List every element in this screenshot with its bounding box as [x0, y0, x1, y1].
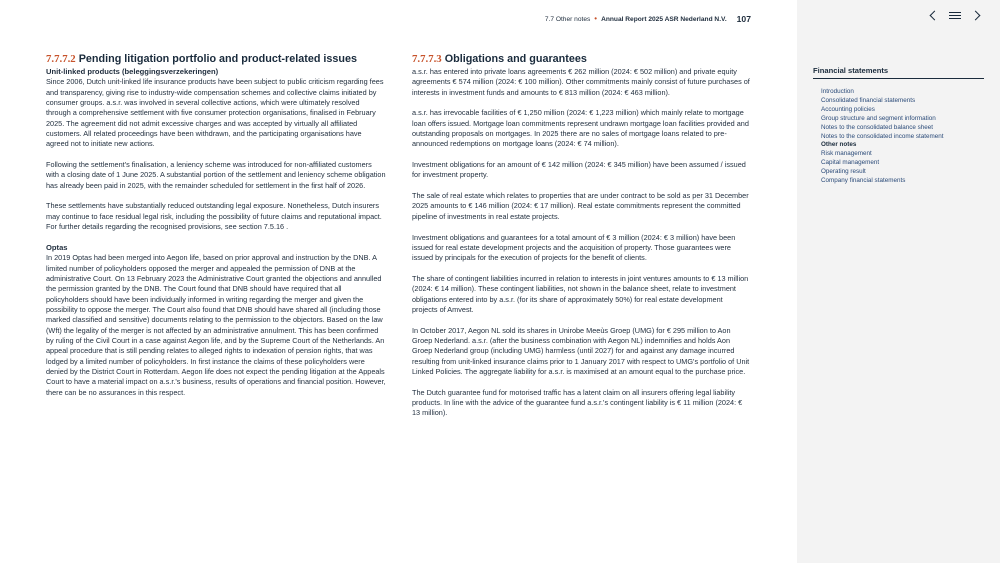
sidebar-item-operating-result[interactable]: Operating result — [821, 168, 866, 176]
sidebar-item-capital-management[interactable]: Capital management — [821, 159, 880, 167]
section-number: 7.7.7.3 — [412, 53, 442, 65]
left-column — [46, 53, 386, 398]
page-navigation — [925, 8, 985, 24]
paragraph: a.s.r. has irrevocable facilities of € 1,250 million (2024: € 1,223 million) which mainly relate to mortgage loan offers issued. Mortgage loan commitments represent undrawn mortgage loan facilities provided and outstanding proposals on mortgages. In 2025 there are no sales of mortgage loans related to pre-announced redemptions on mortgage loans (2024: € 74 million). — [412, 108, 749, 149]
paragraph: Since 2006, Dutch unit-linked life insurance products have been subject to public criticism regarding fees and transparency, giving rise to industry-wide compensation schemes and collective claims initiated by consumer groups. a.s.r. was involved in several collective actions, which were ultimately resolved through a comprehensive settlement with five consumer protection organisations, finalised in February 2025. The agreement did not admit excessive charges and was accepted by virtually all affiliated customers. All related proceedings have been withdrawn, and the participating organisations have agreed not to initiate new actions. — [46, 77, 384, 149]
section-title: Obligations and guarantees — [444, 53, 587, 65]
section-heading-obligations — [412, 53, 750, 66]
header-report-title: Annual Report 2025 ASR Nederland N.V. — [601, 15, 727, 23]
previous-page-icon[interactable] — [925, 8, 941, 24]
menu-icon[interactable] — [949, 11, 961, 20]
next-page-icon[interactable] — [969, 8, 985, 24]
sidebar-item-group-structure-and-segment-information[interactable]: Group structure and segment information — [821, 114, 936, 122]
sidebar-item-notes-to-the-consolidated-balance-sheet[interactable]: Notes to the consolidated balance sheet — [821, 123, 934, 131]
paragraph: Investment obligations for an amount of € 142 million (2024: € 345 million) have been assumed / issued for investment property. — [412, 160, 746, 180]
section-title: Pending litigation portfolio and product-related issues — [78, 53, 358, 65]
paragraph: In 2019 Optas had been merged into Aegon life, based on prior approval and instruction by the DNB. A limited number of policyholders opposed the merger and appealed the permission of DNB at the administrative Court. On 13 February 2023 the Administrative Court granted the objections and annulled the permission granted by the DNB. The Court found that DNB should have required that all policyholders should have been individually informed in writing regarding the merger and given the possibility to oppose the merger. The Court also found that DNB should have shared all (including those marked classified and sensitive) documents relating to the permission to the objectors. Based on the law (Wft) the legality of the merger is not affected by an administrative annulment. This has been confirmed by ruling of the Civil Court in a case against Aegon life, and by the Supreme Court of the Netherlands. An appeal procedure that is still pending relates to alleged rights to indexation of pension rights, that was lodged by a limited number of policyholders. In first instance the claims of these policyholders were denied by the District Court in Rotterdam. Aegon life does not expect the pending litigation at the Appeals Court to have a material impact on a.s.r.'s business, results of operations and financial position. However, there can be no assurances in this respect. — [46, 253, 386, 397]
sidebar-item-other-notes[interactable]: Other notes — [821, 141, 857, 149]
sidebar-item-notes-to-the-consolidated-income-statement[interactable]: Notes to the consolidated income statement — [821, 132, 944, 140]
header-section: 7.7 Other notes — [544, 15, 591, 23]
page-header — [545, 13, 751, 25]
sidebar-item-consolidated-financial-statements[interactable]: Consolidated financial statements — [821, 96, 916, 104]
paragraph: Following the settlement's finalisation, a leniency scheme was introduced for non-affiliated customers with a closing date of 1 June 2025. A substantial portion of the settlement and leniency scheme obligation has already been paid in 2025, with the remainder scheduled for settlement in the first half of 2026. — [46, 160, 386, 190]
sidebar-title: Financial statements — [813, 66, 984, 79]
navigation-sidebar — [797, 0, 1000, 563]
sidebar-list — [821, 88, 996, 186]
section-number: 7.7.7.2 — [46, 53, 76, 65]
sidebar-item-company-financial-statements[interactable]: Company financial statements — [821, 177, 906, 185]
paragraph: a.s.r. has entered into private loans agreements € 262 million (2024: € 502 million) and private equity agreements € 574 million (2024: € 100 million). Other commitments mainly consist of future purchases of interests in investment funds and amounts to € 813 million (2024: € 463 million). — [412, 67, 750, 97]
paragraph: These settlements have substantially reduced outstanding legal exposure. Nonetheless, Dutch insurers may continue to face residual legal risk, including the possibility of future claims and reputational impact. For further details regarding the recognised provisions, see section 7.5.16 . — [46, 201, 382, 232]
sidebar-item-accounting-policies[interactable]: Accounting policies — [821, 105, 875, 113]
header-separator-dot: • — [594, 14, 598, 23]
paragraph: Investment obligations and guarantees for a total amount of € 3 million (2024: € 3 million) have been issued for real estate development projects and the acquisition of property. Those guarantees were issued by principals for the execution of projects for the benefit of clients. — [412, 232, 736, 263]
paragraph: The sale of real estate which relates to properties that are under contract to be sold as per 31 December 2025 amounts to € 146 million (2024: € 17 million). Real estate commitments represent the committed pipeline of investments in real estate projects. — [412, 191, 749, 221]
sidebar-item-introduction[interactable]: Introduction — [821, 88, 854, 95]
paragraph: The share of contingent liabilities incurred in relation to interests in joint ventures amounts to € 13 million (2024: € 14 million). These contingent liabilities, not shown in the balance sheet, relate to investment obligations entered into by a.s.r. (for its share of approximately 50%) for real estate development projects of Amvest. — [412, 273, 749, 314]
subheading-unit-linked: Unit-linked products (beleggingsverzekeringen) — [46, 67, 219, 76]
subheading-optas: Optas — [46, 242, 68, 252]
section-heading-litigation — [46, 53, 386, 66]
paragraph: In October 2017, Aegon NL sold its shares in Unirobe Meeùs Groep (UMG) for € 295 million to Aon Groep Nederland. a.s.r. (after the business combination with Aegon NL) indemnifies and holds Aon Groep Nederland group (including UMG) harmless (until 2027) for and against any damage incurred resulting from unit-linked insurance claims prior to 1 January 2017 with respect to UMG's portfolio of Unit Linked Policies. The aggregate liability for a.s.r. is maximised at an amount equal to the purchase price. — [412, 325, 750, 376]
right-column — [412, 53, 750, 419]
paragraph: The Dutch guarantee fund for motorised traffic has a latent claim on all insurers offering legal liability products. In line with the advice of the guarantee fund a.s.r.'s contingent liability is € 11 million (2024: € 13 million). — [412, 387, 743, 418]
sidebar-item-risk-management[interactable]: Risk management — [821, 150, 872, 158]
page-number: 107 — [736, 14, 751, 24]
